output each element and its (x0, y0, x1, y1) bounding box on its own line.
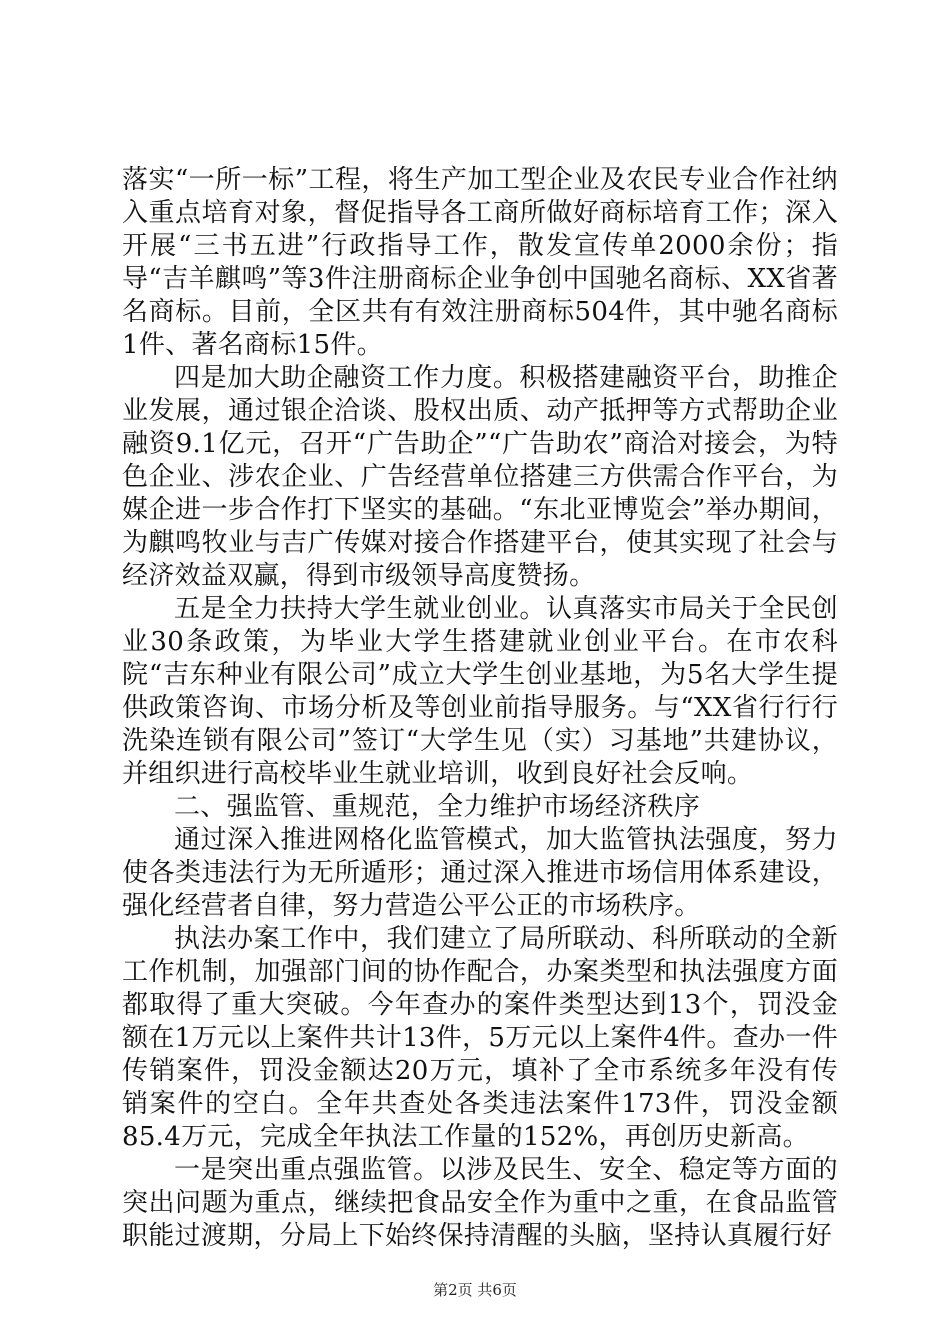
document-body (122, 164, 838, 1253)
paragraph-key-supervision: 一是突出重点强监管。以涉及民生、安全、稳定等方面的突出问题为重点，继续把食品安全作为重中之重，在食品监管职能过渡期，分局上下始终保持清醒的头脑，坚持认真履行好 (122, 1155, 838, 1251)
section-heading: 二、强监管、重规范，全力维护市场经济秩序 (174, 792, 701, 822)
page-footer: 第2页 共6页 (433, 1281, 517, 1299)
paragraph-continuation: 落实“一所一标”工程，将生产加工型企业及农民专业合作社纳入重点培育对象，督促指导各工商所做好商标培育工作；深入开展“三书五进”行政指导工作，散发宣传单2000余份；指导“吉羊麒鸣”等3件注册商标企业争创中国驰名商标、XX省著名商标。目前，全区共有有效注册商标504件，其中驰名商标1件、著名商标15件。 (122, 165, 838, 360)
paragraph-law-enforcement: 执法办案工作中，我们建立了局所联动、科所联动的全新工作机制，加强部门间的协作配合，办案类型和执法强度方面都取得了重大突破。今年查办的案件类型达到13个，罚没金额在1万元以上案件共计13件，5万元以上案件4件。查办一件传销案件，罚没金额达20万元，填补了全市系统多年没有传销案件的空白。全年共查处各类违法案件173件，罚没金额85.4万元，完成全年执法工作量的152%，再创历史新高。 (122, 924, 838, 1152)
paragraph-graduate-employment: 五是全力扶持大学生就业创业。认真落实市局关于全民创业30条政策，为毕业大学生搭建就业创业平台。在市农科院“吉东种业有限公司”成立大学生创业基地，为5名大学生提供政策咨询、市场分析及等创业前指导服务。与“XX省行行行洗染连锁有限公司”签订“大学生见（实）习基地”共建协议，并组织进行高校毕业生就业培训，收到良好社会反响。 (122, 594, 838, 789)
paragraph-financing: 四是加大助企融资工作力度。积极搭建融资平台，助推企业发展，通过银企洽谈、股权出质、动产抵押等方式帮助企业融资9.1亿元，召开“广告助企”“广告助农”商洽对接会，为特色企业、涉农企业、广告经营单位搭建三方供需合作平台，为媒企进一步合作打下坚实的基础。“东北亚博览会”举办期间，为麒鸣牧业与吉广传媒对接合作搭建平台，使其实现了社会与经济效益双赢，得到市级领导高度赞扬。 (122, 363, 839, 591)
paragraph-supervision: 通过深入推进网格化监管模式，加大监管执法强度，努力使各类违法行为无所遁形；通过深入推进市场信用体系建设，强化经营者自律，努力营造公平公正的市场秩序。 (122, 825, 838, 921)
